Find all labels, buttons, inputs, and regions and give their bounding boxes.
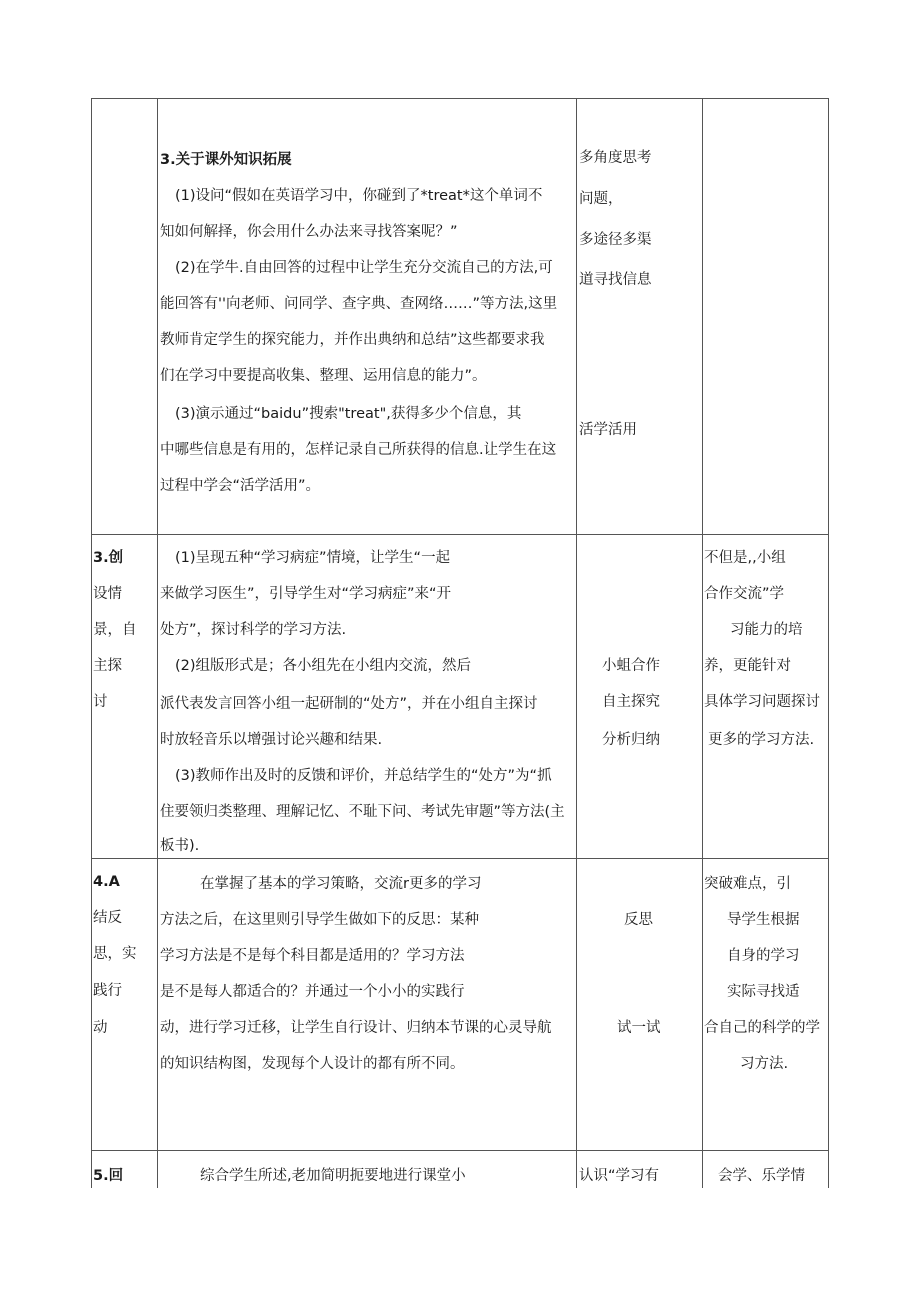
row3-content-line: 学习方法是不是每个科目都是适用的？学习方法: [160, 948, 465, 964]
row-divider-1: [91, 534, 829, 535]
row1-method-line: 多角度思考: [579, 150, 652, 166]
row3-intent-line: 实际寻找适: [727, 984, 800, 1000]
row2-content-line: 来做学习医生”，引导学生对“学习病症”来“开: [160, 586, 452, 602]
row-divider-2: [91, 858, 829, 859]
row3-stage-line: 4.A: [93, 874, 120, 890]
row1-content-line: 中哪些信息是有用的，怎样记录自己所获得的信息.让学生在这: [160, 442, 557, 458]
row2-content-line: 住要领归类整理、理解记忆、不耻下问、考试先审题”等方法(主: [160, 804, 565, 820]
row3-content-line: 动，进行学习迁移，让学生自行设计、归纳本节课的心灵导航: [160, 1020, 552, 1036]
row3-intent-line: 导学生根据: [727, 912, 800, 928]
row2-intent-line: 养，更能针对: [704, 658, 791, 674]
row3-intent-line: 自身的学习: [727, 948, 800, 964]
row1-content-line: 3.关于课外知识拓展: [160, 152, 292, 168]
row3-content-line: 方法之后，在这里则引导学生做如下的反思：某种: [160, 912, 479, 928]
table-divider-content: [576, 98, 577, 1188]
row2-stage-line: 景，自: [93, 622, 137, 638]
row1-content-line: 教师肯定学生的探究能力，并作出典纳和总结”这些都要求我: [160, 332, 545, 348]
row2-content-line: 板书).: [160, 838, 200, 854]
row1-content-line: 过程中学会“活学活用”。: [160, 478, 321, 494]
row2-content-line: (3)教师作出及时的反馈和评价，并总结学生的“处方”为“抓: [175, 768, 552, 784]
row3-method-line: 反思: [624, 912, 653, 928]
row3-stage-line: 践行: [93, 983, 122, 999]
row1-content-line: (3)演示通过“baidu”搜索"treat",获得多少个信息，其: [175, 406, 522, 422]
row2-content-line: 派代表发言回答小组一起研制的“处方”，并在小组自主探讨: [160, 696, 538, 712]
row2-stage-line: 讨: [93, 694, 108, 710]
row3-intent-line: 突破难点，引: [704, 876, 791, 892]
table-divider-method: [702, 98, 703, 1188]
row1-content-line: 们在学习中要提高收集、整理、运用信息的能力”。: [160, 368, 487, 384]
row3-stage-line: 动: [93, 1020, 108, 1036]
row3-method-line: 试一试: [617, 1020, 661, 1036]
row2-method-line: 小蛆合作: [602, 658, 660, 674]
row2-intent-line: 更多的学习方法.: [708, 732, 815, 748]
row1-method-line: 问题，: [579, 191, 623, 207]
row4-intent-line: 会学、乐学情: [718, 1168, 805, 1184]
row3-stage-line: 思，实: [93, 946, 137, 962]
table-border-right: [828, 98, 829, 1188]
row3-content-line: 在掌握了基本的学习策略，交流r更多的学习: [200, 876, 482, 892]
row2-intent-line: 具体学习问题探讨: [704, 694, 820, 710]
row3-intent-line: 合自己的科学的学: [704, 1020, 820, 1036]
row2-stage-line: 主探: [93, 658, 122, 674]
row2-intent-line: 习能力的培: [730, 622, 803, 638]
row3-content-line: 是不是每人都适合的？并通过一个小小的实践行: [160, 984, 465, 1000]
row3-content-line: 的知识结构图，发现每个人设计的都有所不同。: [160, 1056, 465, 1072]
row1-content-line: 知如何解择，你会用什么办法来寻找答案呢？”: [160, 224, 458, 240]
table-divider-stage: [157, 98, 158, 1188]
row1-method-line: 道寻找信息: [579, 272, 652, 288]
row4-method-line: 认识“学习有: [579, 1168, 660, 1184]
row1-method-line: 活学活用: [579, 422, 637, 438]
row1-method-line: 多途径多渠: [579, 232, 652, 248]
row4-content-line: 综合学生所述,老加简明扼要地进行课堂小: [200, 1168, 466, 1184]
table-border-left: [91, 98, 92, 1188]
table-border-top: [91, 98, 829, 99]
row2-method-line: 自主探究: [602, 694, 660, 710]
row3-intent-line: 习方法.: [740, 1056, 789, 1072]
row-divider-3: [91, 1150, 829, 1151]
row2-intent-line: 合作交流”学: [704, 586, 785, 602]
row2-stage-line: 3.创: [93, 550, 124, 566]
row2-content-line: (2)组版形式是；各小组先在小组内交流，然后: [175, 658, 472, 674]
row2-intent-line: 不但是,,小组: [704, 550, 786, 566]
row2-stage-line: 设情: [93, 586, 122, 602]
row4-stage-line: 5.回: [93, 1168, 124, 1184]
row1-content-line: (1)设问“假如在英语学习中，你碰到了*treat*这个单词不: [175, 188, 543, 204]
row1-content-line: 能回答有''向老师、问同学、查字典、查网络……”等方法,这里: [160, 296, 558, 312]
row2-content-line: 时放轻音乐以增强讨论兴趣和结果.: [160, 732, 383, 748]
row2-content-line: (1)呈现五种“学习病症”情境，让学生“一起: [175, 550, 451, 566]
row1-content-line: (2)在学牛.自由回答的过程中让学生充分交流自己的方法,可: [175, 260, 553, 276]
row2-content-line: 处方”，探讨科学的学习方法.: [160, 622, 347, 638]
row3-stage-line: 结反: [93, 910, 122, 926]
row2-method-line: 分析归纳: [602, 732, 660, 748]
